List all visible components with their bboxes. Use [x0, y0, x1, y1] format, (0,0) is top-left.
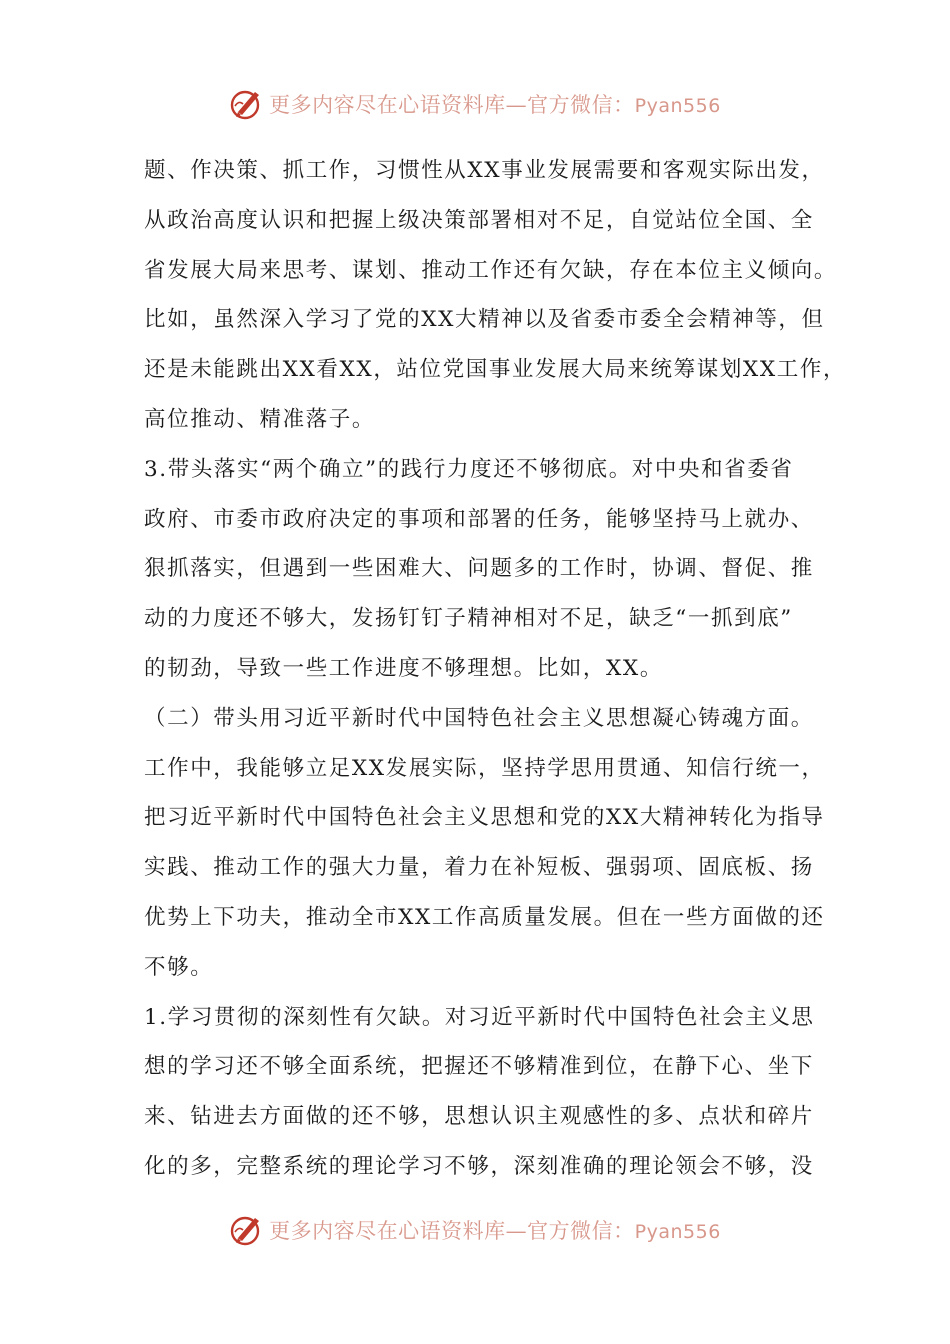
pen-logo-icon [229, 1212, 265, 1248]
text-line: 优势上下功夫，推动全市XX工作高质量发展。但在一些方面做的还 [144, 904, 825, 930]
text-line: 的韧劲，导致一些工作进度不够理想。比如，XX。 [144, 655, 663, 681]
text-line: 把习近平新时代中国特色社会主义思想和党的XX大精神转化为指导 [144, 805, 825, 831]
text-line: 还是未能跳出XX看XX，站位党国事业发展大局来统筹谋划XX工作， [144, 357, 847, 383]
text-line: 高位推动、精准落子。 [144, 406, 376, 432]
footer-banner [0, 1210, 950, 1250]
section-heading: （二）带头用习近平新时代中国特色社会主义思想凝心铸魂方面。 [144, 705, 814, 731]
header-banner-text [269, 89, 721, 119]
text-line: 不够。 [144, 954, 214, 980]
section-heading: 1.学习贯彻的深刻性有欠缺。对习近平新时代中国特色社会主义思 [144, 1004, 815, 1030]
footer-wechat-id: Pyan556 [634, 1221, 721, 1243]
text-line: 工作中，我能够立足XX发展实际，坚持学思用贯通、知信行统一， [144, 755, 825, 781]
document-body [144, 146, 847, 1192]
text-line: 化的多，完整系统的理论学习不够，深刻准确的理论领会不够，没 [144, 1153, 814, 1179]
text-line: 来、钻进去方面做的还不够，思想认识主观感性的多、点状和碎片 [144, 1104, 814, 1130]
text-line: 实践、推动工作的强大力量，着力在补短板、强弱项、固底板、扬 [144, 855, 814, 881]
section-heading: 3.带头落实“两个确立”的践行力度还不够彻底。对中央和省委省 [144, 456, 794, 482]
footer-banner-label: 更多内容尽在心语资料库—官方微信： [269, 1219, 635, 1243]
pen-logo-icon [229, 86, 265, 122]
header-wechat-id: Pyan556 [634, 95, 721, 117]
text-line: 想的学习还不够全面系统，把握还不够精准到位，在静下心、坐下 [144, 1054, 814, 1080]
text-line: 动的力度还不够大，发扬钉钉子精神相对不足，缺乏“一抓到底” [144, 606, 793, 632]
text-line: 政府、市委市政府决定的事项和部署的任务，能够坚持马上就办、 [144, 506, 814, 532]
header-banner-label: 更多内容尽在心语资料库—官方微信： [269, 93, 635, 117]
header-banner [0, 84, 950, 124]
footer-banner-text [269, 1215, 721, 1245]
text-line: 从政治高度认识和把握上级决策部署相对不足，自觉站位全国、全 [144, 207, 814, 233]
text-line: 狠抓落实，但遇到一些困难大、问题多的工作时，协调、督促、推 [144, 556, 814, 582]
text-line: 比如，虽然深入学习了党的XX大精神以及省委市委全会精神等，但 [144, 307, 825, 333]
text-line: 题、作决策、抓工作，习惯性从XX事业发展需要和客观实际出发， [144, 158, 825, 183]
text-line: 省发展大局来思考、谋划、推动工作还有欠缺，存在本位主义倾向。 [144, 257, 838, 283]
